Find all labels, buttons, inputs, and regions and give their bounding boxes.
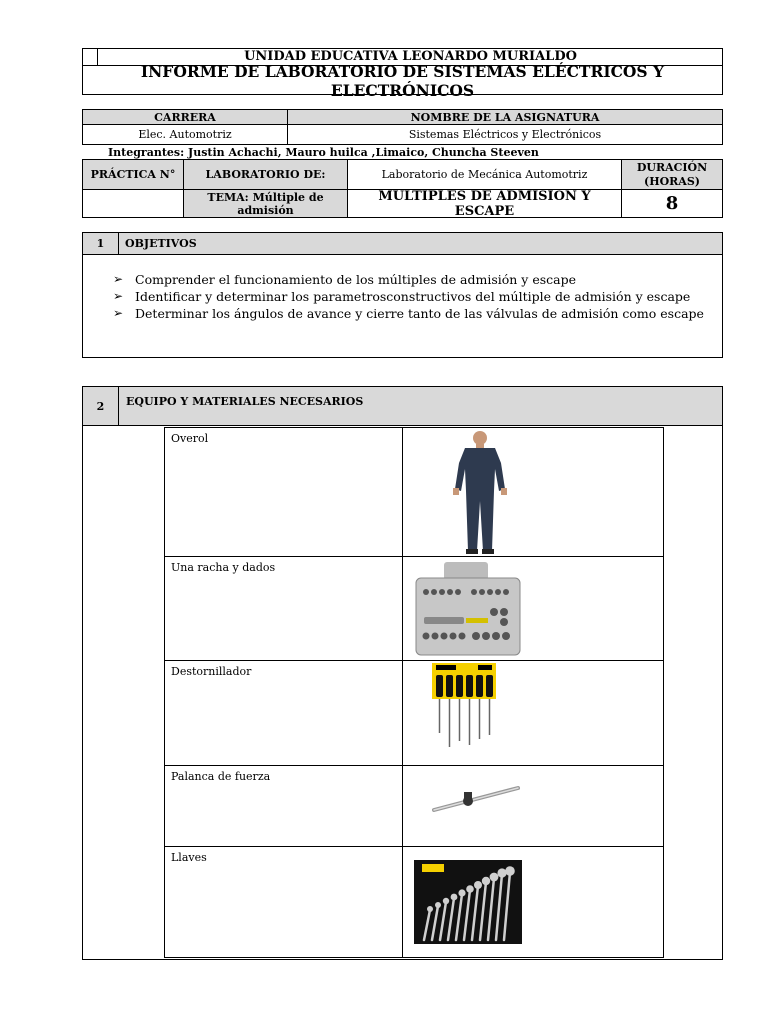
asignatura-label: NOMBRE DE LA ASIGNATURA [287,109,723,125]
objetivos-body [82,254,723,358]
duracion-label: DURACIÓN (HORAS) [621,159,723,190]
equipo-item-name: Overol [171,432,209,445]
equipo-column-divider [402,427,403,958]
equipo-number: 2 [83,387,119,426]
equipo-item-name: Destornillador [171,665,252,678]
school-name: UNIDAD EDUCATIVA LEONARDO MURIALDO [98,48,723,66]
objetivo-item: ➢ Comprender el funcionamiento de los múltiples de admisión y escape [113,272,576,287]
arrow-bullet-icon: ➢ [113,306,124,320]
objetivo-item: ➢ Determinar los ángulos de avance y cierre tanto de las válvulas de admisión como escape [113,306,704,321]
laboratorio-value: Laboratorio de Mecánica Automotriz [347,159,622,190]
objetivos-title: OBJETIVOS [118,232,723,255]
objetivos-number: 1 [82,232,119,255]
asignatura-value: Sistemas Eléctricos y Electrónicos [287,124,723,145]
equipo-item-name: Llaves [171,851,207,864]
integrantes: Integrantes: Justin Achachi, Mauro huilca ,Limaico, Chuncha Steeven [108,146,539,159]
objetivo-item: ➢ Identificar y determinar los parametrosconstructivos del múltiple de admisión y escape [113,289,691,304]
coverall-image [445,429,515,555]
arrow-bullet-icon: ➢ [113,272,124,286]
arrow-bullet-icon: ➢ [113,289,124,303]
laboratorio-label: LABORATORIO DE: [183,159,348,190]
screwdriver-set-image [432,663,496,749]
breaker-bar-image [428,780,522,816]
tema-label: TEMA: Múltiple de admisión [183,189,348,218]
objetivos-list [113,271,714,322]
duracion-value: 8 [621,189,723,218]
equipo-title: EQUIPO Y MATERIALES NECESARIOS [119,387,722,426]
socket-set-image [414,562,522,657]
equipo-item-name: Palanca de fuerza [171,770,271,783]
wrench-set-image [414,860,522,944]
carrera-value: Elec. Automotriz [82,124,288,145]
tema-title: MULTIPLES DE ADMISION Y ESCAPE [347,189,622,218]
practica-value [82,189,184,218]
carrera-label: CARRERA [82,109,288,125]
practica-label: PRÁCTICA N° [82,159,184,190]
report-title: INFORME DE LABORATORIO DE SISTEMAS ELÉCTRICOS Y ELECTRÓNICOS [140,61,665,100]
equipo-item-name: Una racha y dados [171,561,276,574]
